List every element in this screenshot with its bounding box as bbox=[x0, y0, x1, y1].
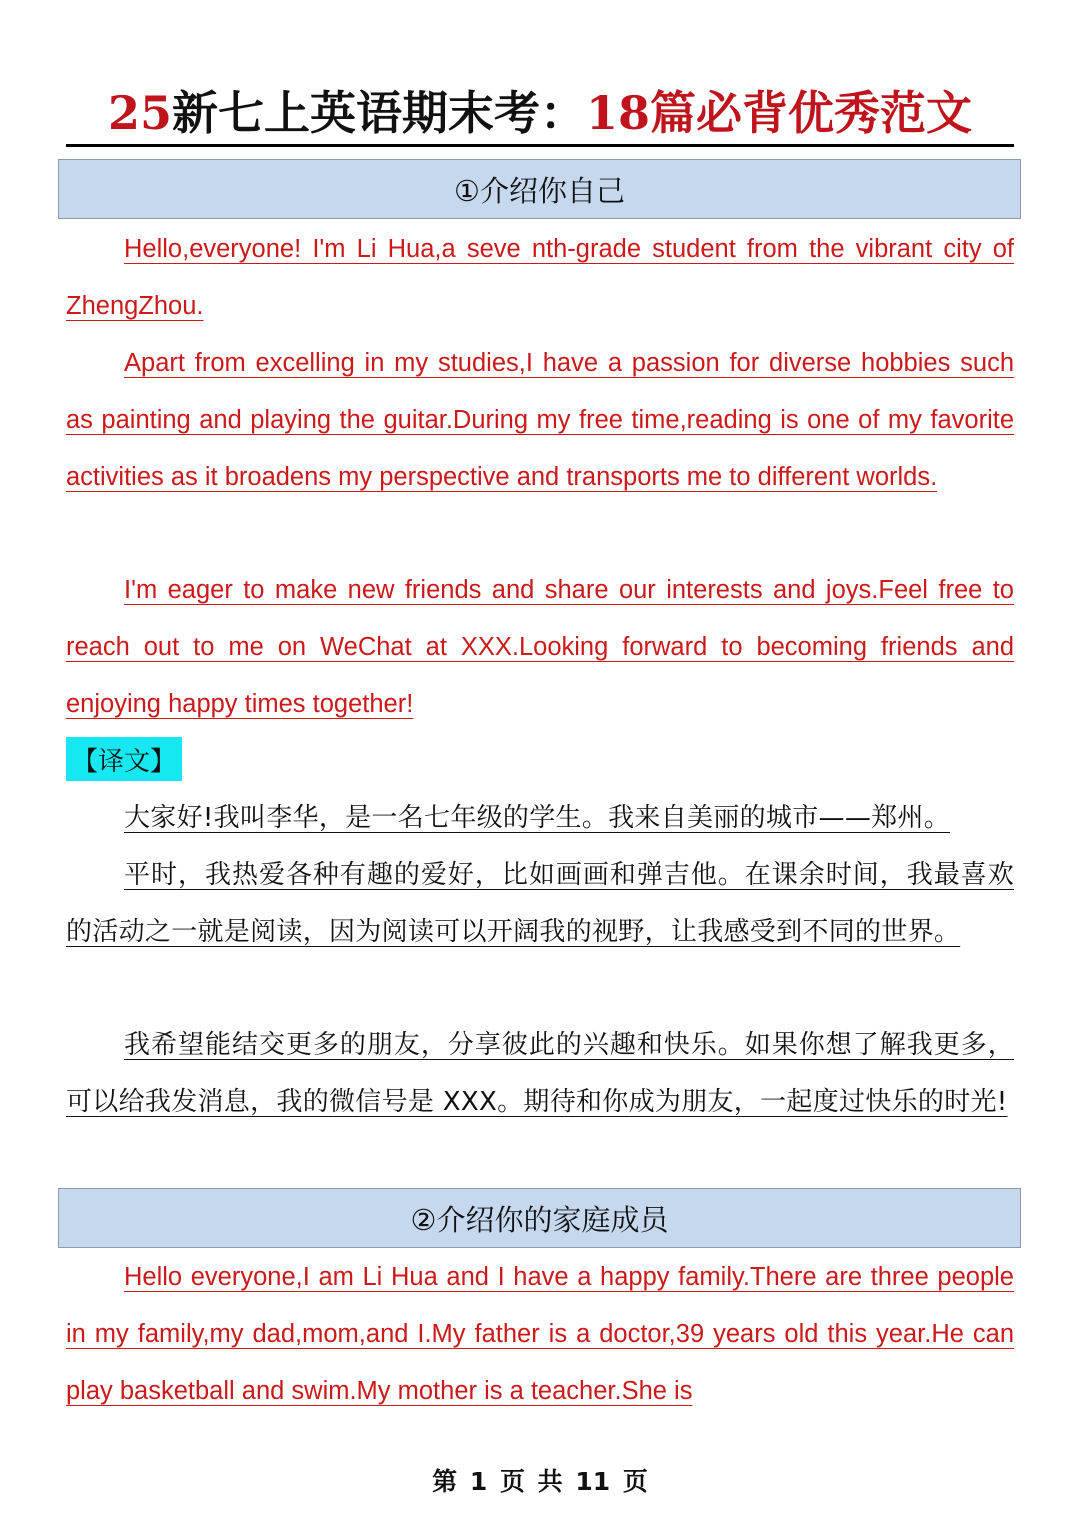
translation-paragraph-text: 我希望能结交更多的朋友，分享彼此的兴趣和快乐。如果你想了解我更多，可以给我发消息，我的微信号是 XXX。期待和你成为朋友，一起度过快乐的时光! bbox=[66, 1030, 1014, 1117]
essay-paragraph-text: Hello everyone,I am Li Hua and I have a happy family.There are three people in my family,my dad,mom,and I.My father is a doctor,39 years old this year.He can play basketball and swim.My mother is a teacher.She is bbox=[66, 1263, 1014, 1405]
essay-paragraph-text: Hello,everyone! I'm Li Hua,a seve nth-grade student from the vibrant city of ZhengZhou. bbox=[66, 235, 1014, 320]
title-number-2: 18 bbox=[586, 86, 651, 140]
translation-paragraph bbox=[66, 847, 1014, 961]
translation-label: 【译文】 bbox=[66, 737, 182, 781]
translation-paragraph bbox=[66, 1017, 1014, 1131]
title-text-red: 篇必背优秀范文 bbox=[650, 86, 973, 140]
essay-paragraph-text: I'm eager to make new friends and share our interests and joys.Feel free to reach out to me on WeChat at XXX.Looking forward to becoming friends and enjoying happy times together! bbox=[66, 576, 1014, 718]
page-title bbox=[66, 82, 1014, 147]
essay-paragraph bbox=[66, 335, 1014, 506]
section-header-2: ②介绍你的家庭成员 bbox=[58, 1188, 1021, 1248]
section-header-1: ①介绍你自己 bbox=[58, 159, 1021, 219]
translation-paragraph bbox=[66, 790, 1014, 847]
essay-paragraph bbox=[66, 221, 1014, 335]
essay-paragraph-text: Apart from excelling in my studies,I have a passion for diverse hobbies such as painting and playing the guitar.During my free time,reading is one of my favorite activities as it broadens my perspective and transports me to different worlds. bbox=[66, 349, 1014, 491]
essay-paragraph bbox=[66, 562, 1014, 733]
translation-paragraph-text: 平时，我热爱各种有趣的爱好，比如画画和弹吉他。在课余时间，我最喜欢的活动之一就是阅读，因为阅读可以开阔我的视野，让我感受到不同的世界。 bbox=[66, 860, 1014, 947]
essay-paragraph bbox=[66, 1249, 1014, 1420]
title-number: 25 bbox=[107, 86, 172, 140]
page-footer: 第 1 页 共 11 页 bbox=[432, 1467, 648, 1496]
translation-paragraph-text: 大家好!我叫李华，是一名七年级的学生。我来自美丽的城市——郑州。 bbox=[124, 803, 951, 833]
title-text-black: 新七上英语期末考： bbox=[172, 86, 586, 140]
